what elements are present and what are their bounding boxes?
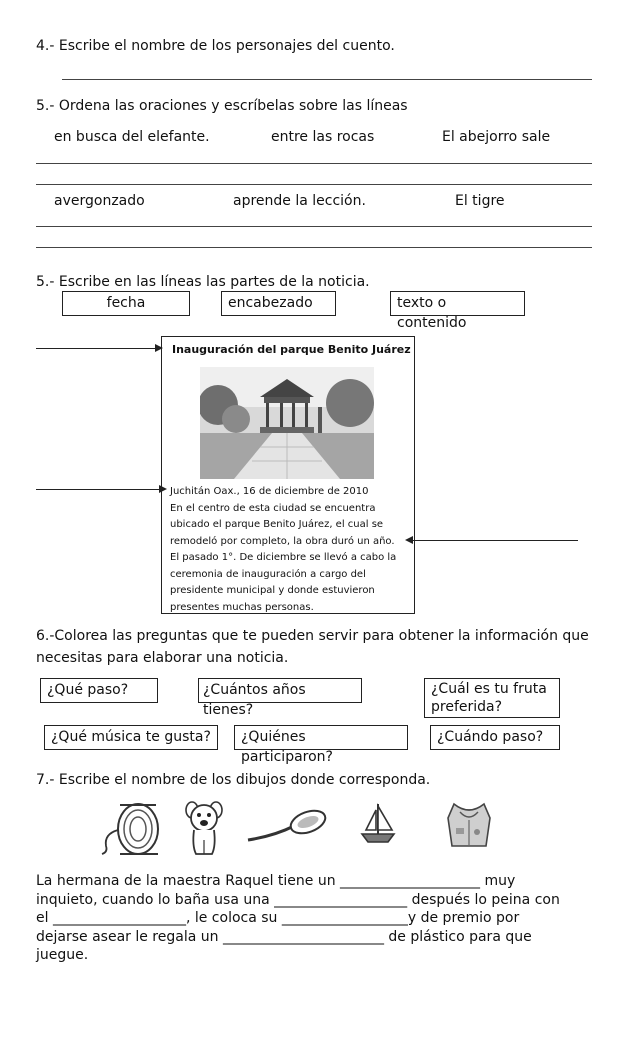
- q6-title-line1: 6.-Colorea las preguntas que te pueden servir para obtener la información que: [36, 628, 589, 644]
- dog-vest-icon: [444, 798, 494, 850]
- label-encabezado: encabezado: [221, 291, 336, 316]
- news-date: Juchitán Oax., 16 de diciembre de 2010: [170, 486, 369, 497]
- answer-line[interactable]: [36, 247, 592, 248]
- arrow-line-title: [36, 348, 158, 349]
- q5b-title: 5.- Escribe en las líneas las partes de la noticia.: [36, 274, 370, 290]
- answer-line[interactable]: [36, 163, 592, 164]
- question-box[interactable]: [424, 678, 560, 718]
- paragraph-line: La hermana de la maestra Raquel tiene un ____________________ muy: [36, 873, 516, 889]
- news-text-line: ceremonia de inauguración a cargo del: [170, 568, 366, 580]
- news-title: Inauguración del parque Benito Juárez: [172, 343, 411, 356]
- paragraph-line: inquieto, cuando lo baña usa una ___________________ después lo peina con: [36, 891, 560, 908]
- question-box[interactable]: ¿Quiénes participaron?: [234, 725, 408, 750]
- news-body: [170, 484, 410, 616]
- park-photo-icon: [200, 367, 374, 479]
- paragraph-line: dejarse asear le regala un _______________________ de plástico para que: [36, 928, 532, 945]
- hairbrush-icon: [244, 808, 330, 848]
- question-box[interactable]: ¿Cuándo paso?: [430, 725, 560, 750]
- sentence-fragment: entre las rocas: [271, 129, 375, 145]
- sailboat-icon: [360, 800, 396, 846]
- sentence-fragment: El tigre: [455, 193, 505, 209]
- arrow-line-date: [36, 489, 162, 490]
- label-fecha: fecha: [62, 291, 190, 316]
- q5a-title: 5.- Ordena las oraciones y escríbelas sobre las líneas: [36, 98, 408, 114]
- dog-icon: [184, 798, 224, 858]
- question-box[interactable]: ¿Qué música te gusta?: [44, 725, 218, 750]
- q7-title: 7.- Escribe el nombre de los dibujos donde corresponda.: [36, 772, 431, 788]
- q6-title-line2: necesitas para elaborar una noticia.: [36, 650, 289, 666]
- q4-title: 4.- Escribe el nombre de los personajes del cuento.: [36, 38, 395, 54]
- answer-line[interactable]: [62, 79, 592, 80]
- sentence-fragment: El abejorro sale: [442, 129, 551, 145]
- question-text: ¿Cuál es tu fruta: [431, 681, 547, 697]
- news-text-line: presidente municipal y donde estuvieron: [170, 585, 375, 596]
- news-text-line: En el centro de esta ciudad se encuentra: [170, 502, 376, 514]
- news-text-line: remodeló por completo, la obra duró un año.: [170, 535, 395, 547]
- question-box[interactable]: ¿Qué paso?: [40, 678, 158, 703]
- label-texto: texto o contenido: [390, 291, 525, 316]
- paragraph-line: el ___________________, le coloca su __________________y de premio por: [36, 910, 520, 926]
- question-text: preferida?: [431, 699, 503, 715]
- answer-line[interactable]: [36, 184, 592, 185]
- news-text-line: presentes muchas personas.: [170, 601, 314, 613]
- news-text-line: El pasado 1°. De diciembre se llevó a cabo la: [170, 552, 397, 563]
- paragraph-line: juegue.: [36, 947, 89, 963]
- sentence-fragment: aprende la lección.: [233, 193, 366, 209]
- arrow-line-content: [410, 540, 578, 541]
- hose-reel-icon: [98, 800, 166, 858]
- fill-in-paragraph[interactable]: [36, 872, 606, 965]
- sentence-fragment: avergonzado: [54, 193, 145, 209]
- news-article: [161, 336, 415, 614]
- question-box[interactable]: ¿Cuántos años tienes?: [198, 678, 362, 703]
- sentence-fragment: en busca del elefante.: [54, 129, 210, 145]
- answer-line[interactable]: [36, 226, 592, 227]
- news-text-line: ubicado el parque Benito Juárez, el cual se: [170, 519, 384, 530]
